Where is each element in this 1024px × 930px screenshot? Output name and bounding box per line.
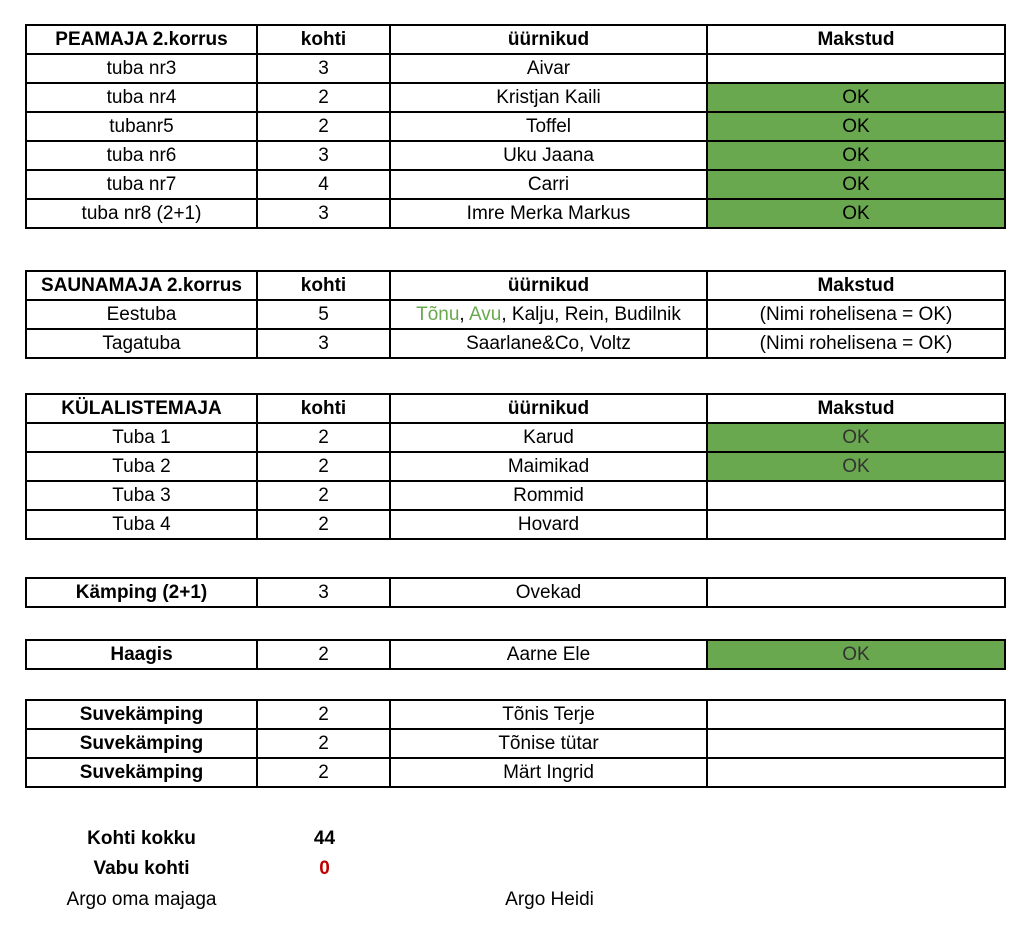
paid-cell[interactable] (707, 510, 1005, 539)
table-row (26, 578, 1005, 607)
paid-cell[interactable]: OK (707, 83, 1005, 112)
room-cell[interactable]: tuba nr8 (2+1) (26, 199, 257, 228)
places-cell[interactable]: 2 (257, 112, 390, 141)
paid-cell[interactable] (707, 758, 1005, 787)
column-header-places[interactable]: kohti (257, 394, 390, 423)
argo-label[interactable]: Argo oma majaga (66, 889, 217, 910)
table-row (26, 83, 1005, 112)
room-cell[interactable]: Tuba 4 (26, 510, 257, 539)
table-row (26, 54, 1005, 83)
room-cell[interactable]: Suvekämping (26, 729, 257, 758)
room-cell[interactable]: Haagis (26, 640, 257, 669)
free-places-value[interactable]: 0 (319, 858, 330, 879)
places-cell[interactable]: 3 (257, 54, 390, 83)
paid-cell[interactable]: OK (707, 112, 1005, 141)
tenants-cell[interactable]: Uku Jaana (390, 141, 707, 170)
free-places-label[interactable]: Vabu kohti (93, 858, 190, 879)
column-header-places[interactable]: kohti (257, 25, 390, 54)
paid-cell[interactable] (707, 578, 1005, 607)
paid-cell[interactable]: OK (707, 199, 1005, 228)
table-row (26, 112, 1005, 141)
room-cell[interactable]: tuba nr7 (26, 170, 257, 199)
table-header-row (26, 25, 1005, 54)
table-row (26, 199, 1005, 228)
kylalistemaja-table (25, 393, 1006, 540)
places-cell[interactable]: 3 (257, 578, 390, 607)
places-cell[interactable]: 2 (257, 423, 390, 452)
paid-cell[interactable] (707, 54, 1005, 83)
paid-cell[interactable]: OK (707, 640, 1005, 669)
table-row (26, 481, 1005, 510)
peamaja-table (25, 24, 1006, 229)
table-row (26, 329, 1005, 358)
tenants-cell[interactable]: Tõnise tütar (390, 729, 707, 758)
table-row (26, 510, 1005, 539)
places-cell[interactable]: 2 (257, 83, 390, 112)
table-header-row (26, 271, 1005, 300)
places-cell[interactable]: 2 (257, 640, 390, 669)
tenants-cell[interactable]: Aivar (390, 54, 707, 83)
haagis-table (25, 639, 1006, 670)
table-row (26, 700, 1005, 729)
paid-cell[interactable] (707, 481, 1005, 510)
room-cell[interactable]: Tuba 1 (26, 423, 257, 452)
paid-tenant-name: Avu (468, 304, 502, 325)
room-cell[interactable]: Suvekämping (26, 700, 257, 729)
table-row (26, 423, 1005, 452)
table-row (26, 640, 1005, 669)
paid-tenant-name: Tõnu (416, 304, 460, 325)
tenants-cell[interactable]: Aarne Ele (390, 640, 707, 669)
tenants-cell[interactable]: Tõnu, Avu, Kalju, Rein, Budilnik (390, 300, 707, 329)
places-cell[interactable]: 4 (257, 170, 390, 199)
argo-tenants[interactable]: Argo Heidi (505, 889, 594, 910)
tenants-cell[interactable]: Kristjan Kaili (390, 83, 707, 112)
room-cell[interactable]: Tuba 2 (26, 452, 257, 481)
paid-cell[interactable]: (Nimi rohelisena = OK) (707, 329, 1005, 358)
table-row (26, 300, 1005, 329)
room-cell[interactable]: Tagatuba (26, 329, 257, 358)
room-cell[interactable]: Suvekämping (26, 758, 257, 787)
places-cell[interactable]: 2 (257, 729, 390, 758)
tenants-cell[interactable]: Märt Ingrid (390, 758, 707, 787)
table-row (26, 758, 1005, 787)
paid-cell[interactable] (707, 700, 1005, 729)
room-cell[interactable]: tubanr5 (26, 112, 257, 141)
table-row (26, 452, 1005, 481)
tenants-cell[interactable]: Tõnis Terje (390, 700, 707, 729)
places-cell[interactable]: 2 (257, 758, 390, 787)
room-cell[interactable]: Eestuba (26, 300, 257, 329)
places-cell[interactable]: 2 (257, 452, 390, 481)
section-title[interactable]: PEAMAJA 2.korrus (26, 25, 257, 54)
column-header-paid[interactable]: Makstud (707, 394, 1005, 423)
suvekamping-table (25, 699, 1006, 788)
column-header-paid[interactable]: Makstud (707, 25, 1005, 54)
room-cell[interactable]: tuba nr6 (26, 141, 257, 170)
column-header-tenants[interactable]: üürnikud (390, 394, 707, 423)
saunamaja-table (25, 270, 1006, 359)
section-title[interactable]: KÜLALISTEMAJA (26, 394, 257, 423)
section-title[interactable]: SAUNAMAJA 2.korrus (26, 271, 257, 300)
paid-cell[interactable]: OK (707, 170, 1005, 199)
tenants-cell[interactable]: Carri (390, 170, 707, 199)
room-cell[interactable]: tuba nr4 (26, 83, 257, 112)
places-cell[interactable]: 3 (257, 199, 390, 228)
table-row (26, 729, 1005, 758)
places-cell[interactable]: 2 (257, 700, 390, 729)
column-header-places[interactable]: kohti (257, 271, 390, 300)
tenants-cell[interactable]: Maimikad (390, 452, 707, 481)
places-cell[interactable]: 3 (257, 141, 390, 170)
total-places-value[interactable]: 44 (313, 828, 336, 849)
places-cell[interactable]: 2 (257, 481, 390, 510)
total-places-label[interactable]: Kohti kokku (87, 828, 196, 849)
tenants-cell[interactable]: Saarlane&Co, Voltz (390, 329, 707, 358)
column-header-paid[interactable]: Makstud (707, 271, 1005, 300)
tenants-cell[interactable]: Hovard (390, 510, 707, 539)
room-cell[interactable]: Kämping (2+1) (26, 578, 257, 607)
tenants-cell[interactable]: Karud (390, 423, 707, 452)
room-cell[interactable]: tuba nr3 (26, 54, 257, 83)
paid-cell[interactable]: OK (707, 452, 1005, 481)
column-header-tenants[interactable]: üürnikud (390, 271, 707, 300)
places-cell[interactable]: 2 (257, 510, 390, 539)
tenants-cell[interactable]: Ovekad (390, 578, 707, 607)
table-header-row (26, 394, 1005, 423)
column-header-tenants[interactable]: üürnikud (390, 25, 707, 54)
paid-cell[interactable] (707, 729, 1005, 758)
table-row (26, 170, 1005, 199)
room-cell[interactable]: Tuba 3 (26, 481, 257, 510)
tenants-cell[interactable]: Imre Merka Markus (390, 199, 707, 228)
paid-cell[interactable]: OK (707, 423, 1005, 452)
table-row (26, 141, 1005, 170)
tenant-names: , Kalju, Rein, Budilnik (501, 304, 681, 325)
paid-cell[interactable]: (Nimi rohelisena = OK) (707, 300, 1005, 329)
kamping-table (25, 577, 1006, 608)
tenants-cell[interactable]: Toffel (390, 112, 707, 141)
paid-cell[interactable]: OK (707, 141, 1005, 170)
places-cell[interactable]: 5 (257, 300, 390, 329)
places-cell[interactable]: 3 (257, 329, 390, 358)
tenants-cell[interactable]: Rommid (390, 481, 707, 510)
